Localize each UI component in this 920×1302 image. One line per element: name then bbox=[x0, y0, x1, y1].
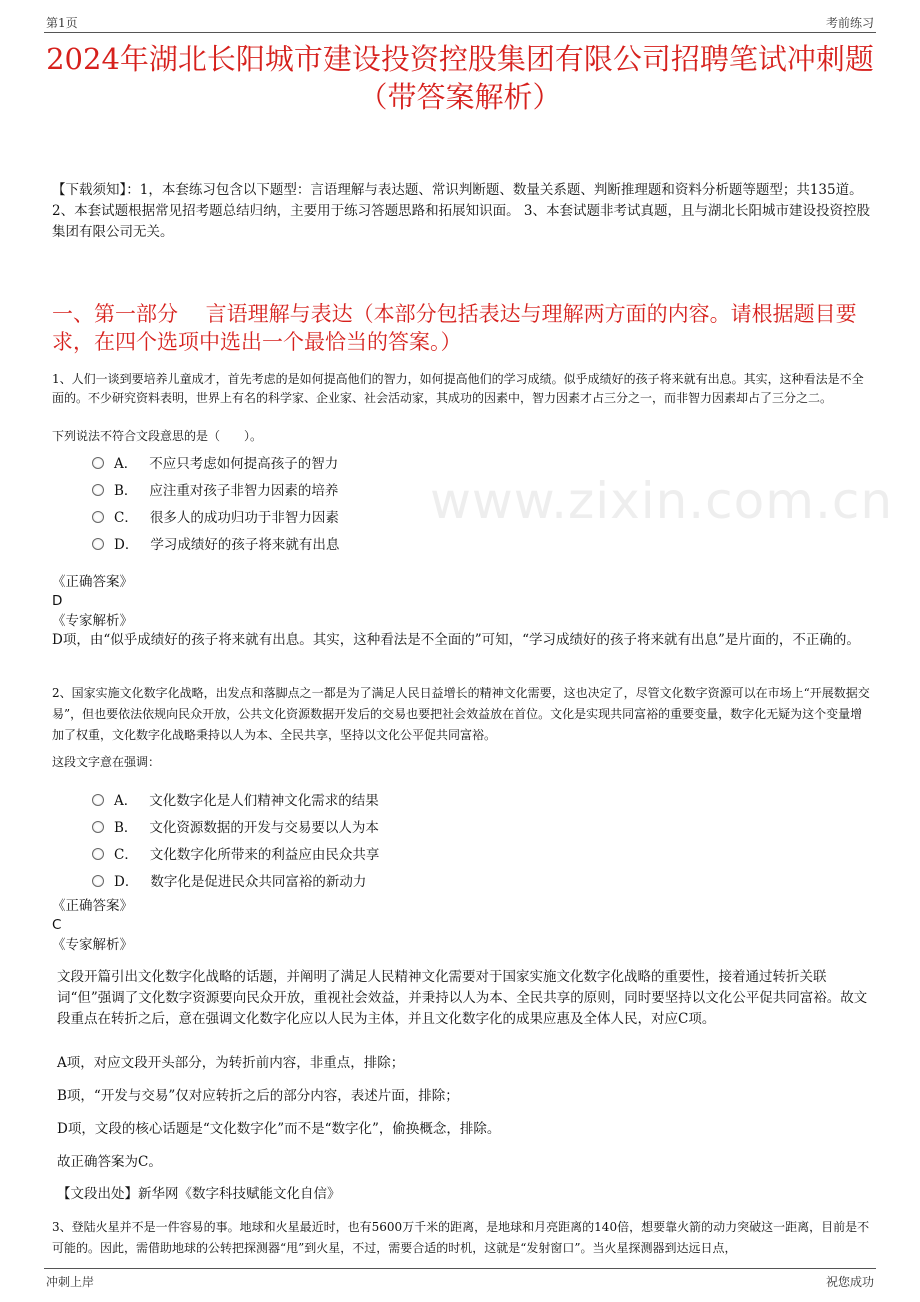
analysis-label: 《专家解析》 bbox=[52, 613, 133, 629]
page-number: 第1页 bbox=[46, 16, 78, 30]
question-2-text: 2、国家实施文化数字化战略，出发点和落脚点之一都是为了满足人民日益增长的精神文化需要，这也决定了，尽管文化数字资源可以在市场上“开展数据交易”，但也要依法依规向民众开放，公共文化资源数据开发后的交易也要把社会效益放在首位。文化是实现共同富裕的重要变量，数字化无疑为这个变量增加了权重，文化数字化战略秉持以人为本、全民共享，坚持以文化公平促共同富裕。 bbox=[52, 686, 870, 742]
answer: C bbox=[52, 917, 62, 933]
option-b[interactable]: B． 文化资源数据的开发与交易要以人为本 bbox=[92, 816, 379, 836]
option-c[interactable]: C． 很多人的成功归功于非智力因素 bbox=[92, 506, 339, 526]
question-3-text: 3、登陆火星并不是一件容易的事。地球和火星最近时，也有5600万千米的距离，是地球和月亮距离的140倍，想要靠火箭的动力突破这一距离，目前是不可能的。因此，需借助地球的公转把探测器“甩”到火星，不过，需要合适的时机，这就是“发射窗口”。当火星探测器到达远日点， bbox=[52, 1220, 870, 1255]
radio-icon[interactable] bbox=[92, 457, 104, 469]
option-a[interactable]: A． 文化数字化是人们精神文化需求的结果 bbox=[92, 789, 379, 809]
analysis-label: 《专家解析》 bbox=[52, 937, 133, 953]
answer-label: 《正确答案》 bbox=[52, 898, 133, 914]
radio-icon[interactable] bbox=[92, 875, 104, 887]
analysis-paragraph: D项，文段的核心话题是“文化数字化”而不是“数字化”，偷换概念，排除。 bbox=[57, 1121, 501, 1137]
footer-left: 冲刺上岸 bbox=[46, 1275, 95, 1289]
question-2-prompt: 这段文字意在强调： bbox=[52, 755, 161, 769]
radio-icon[interactable] bbox=[92, 484, 104, 496]
option-c[interactable]: C． 文化数字化所带来的利益应由民众共享 bbox=[92, 843, 379, 863]
option-d[interactable]: D． 学习成绩好的孩子将来就有出息 bbox=[92, 533, 339, 553]
header-rule bbox=[44, 32, 876, 33]
radio-icon[interactable] bbox=[92, 794, 104, 806]
analysis-paragraph: A项，对应文段开头部分，为转折前内容，非重点，排除； bbox=[57, 1055, 405, 1071]
section-heading: 一、第一部分 言语理解与表达（本部分包括表达与理解两方面的内容。请根据题目要求，在四个选项中选出一个最恰当的答案。） bbox=[52, 302, 857, 354]
footer-rule bbox=[44, 1268, 876, 1269]
analysis-paragraph: 文段开篇引出文化数字化战略的话题，并阐明了满足人民精神文化需要对于国家实施文化数字化战略的重要性，接着通过转折关联词“但”强调了文化数字资源要向民众开放，重视社会效益，并秉持以人为本、全民共享的原则，同时要坚持以文化公平促共同富裕。故文段重点在转折之后，意在强调文化数字化应以人民为主体，并且文化数字化的成果应惠及全体人民，对应C项。 bbox=[57, 969, 868, 1027]
option-a[interactable]: A． 不应只考虑如何提高孩子的智力 bbox=[92, 452, 338, 472]
option-d[interactable]: D． 数字化是促进民众共同富裕的新动力 bbox=[92, 870, 366, 890]
analysis-paragraph: 故正确答案为C。 bbox=[57, 1154, 162, 1170]
question-1-text: 1、人们一谈到要培养儿童成才，首先考虑的是如何提高他们的智力，如何提高他们的学习成绩。似乎成绩好的孩子将来就有出息。其实，这种看法是不全面的。不少研究资料表明，世界上有名的科学家、企业家、社会活动家，其成功的因素中，智力因素才占三分之一，而非智力因素却占了三分之二。 bbox=[52, 372, 864, 405]
question-1-prompt: 下列说法不符合文段意思的是（ ）。 bbox=[52, 429, 263, 443]
radio-icon[interactable] bbox=[92, 511, 104, 523]
option-b[interactable]: B． 应注重对孩子非智力因素的培养 bbox=[92, 479, 338, 499]
radio-icon[interactable] bbox=[92, 848, 104, 860]
watermark: www.zixin.com.cn bbox=[430, 472, 894, 530]
radio-icon[interactable] bbox=[92, 821, 104, 833]
source-citation: 【文段出处】新华网《数字科技赋能文化自信》 bbox=[57, 1186, 341, 1202]
answer-label: 《正确答案》 bbox=[52, 574, 133, 590]
header-label: 考前练习 bbox=[825, 16, 874, 30]
download-notice: 【下载须知】：1，本套练习包含以下题型：言语理解与表达题、常识判断题、数量关系题、判断推理题和资料分析题等题型；共135道。 2、本套试题根据常见招考题总结归纳，主要用于练习答题思路和拓展知识面。 3、本套试题非考试真题，且与湖北长阳城市建设投资控股集团有限公司无关。 bbox=[52, 182, 870, 240]
page-title: 2024年湖北长阳城市建设投资控股集团有限公司招聘笔试冲刺题（带答案解析） bbox=[46, 42, 874, 114]
answer: D bbox=[52, 593, 63, 609]
footer-right: 祝您成功 bbox=[825, 1275, 874, 1289]
radio-icon[interactable] bbox=[92, 538, 104, 550]
analysis-paragraph: B项，“开发与交易”仅对应转折之后的部分内容，表述片面，排除； bbox=[57, 1088, 459, 1104]
analysis-text: D项，由“似乎成绩好的孩子将来就有出息。其实，这种看法是不全面的”可知，“学习成绩好的孩子将来就有出息”是片面的，不正确的。 bbox=[52, 632, 860, 648]
